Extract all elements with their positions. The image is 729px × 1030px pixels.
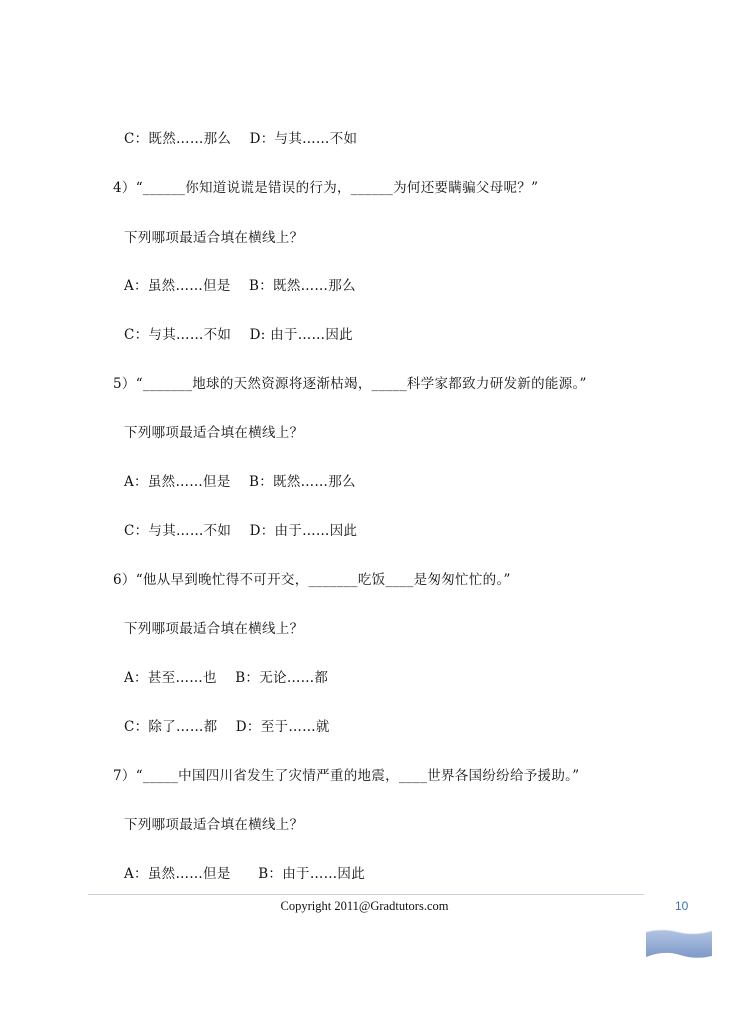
page-number: 10 [675, 899, 689, 913]
question-4-options-a-b: A：虽然……但是 B：既然……那么 [124, 278, 356, 294]
question-5-options-c-d: C：与其……不如 D：由于……因此 [124, 523, 358, 539]
option-line-c-d: C：既然……那么 D：与其……不如 [124, 131, 358, 147]
page-corner-graphic-icon [644, 926, 714, 960]
footer-divider [88, 894, 644, 895]
question-7: 7）“_____中国四川省发生了灾情严重的地震，____世界各国纷纷给予援助。” [113, 768, 580, 784]
question-4: 4）“______你知道说谎是错误的行为，______为何还要瞒骗父母呢？” [113, 180, 539, 196]
question-7-prompt: 下列哪项最适合填在横线上？ [124, 817, 304, 833]
question-6-options-a-b: A：甚至……也 B：无论……都 [124, 670, 329, 686]
footer-copyright: Copyright 2011@Gradtutors.com [280, 899, 449, 913]
question-4-options-c-d: C：与其……不如 D: 由于……因此 [124, 327, 353, 343]
question-4-prompt: 下列哪项最适合填在横线上？ [124, 230, 304, 246]
question-6-prompt: 下列哪项最适合填在横线上？ [124, 621, 304, 637]
question-6-options-c-d: C：除了……都 D：至于……就 [124, 719, 330, 735]
question-5-options-a-b: A：虽然……但是 B：既然……那么 [124, 474, 356, 490]
question-6: 6）“他从早到晚忙得不可开交，_______吃饭____是匆匆忙忙的。” [113, 572, 511, 588]
question-7-options-a-b: A：虽然……但是 B：由于……因此 [124, 866, 366, 882]
question-5-prompt: 下列哪项最适合填在横线上？ [124, 425, 304, 441]
question-5: 5）“_______地球的天然资源将逐渐枯竭，_____科学家都致力研发新的能源。” [113, 376, 587, 392]
